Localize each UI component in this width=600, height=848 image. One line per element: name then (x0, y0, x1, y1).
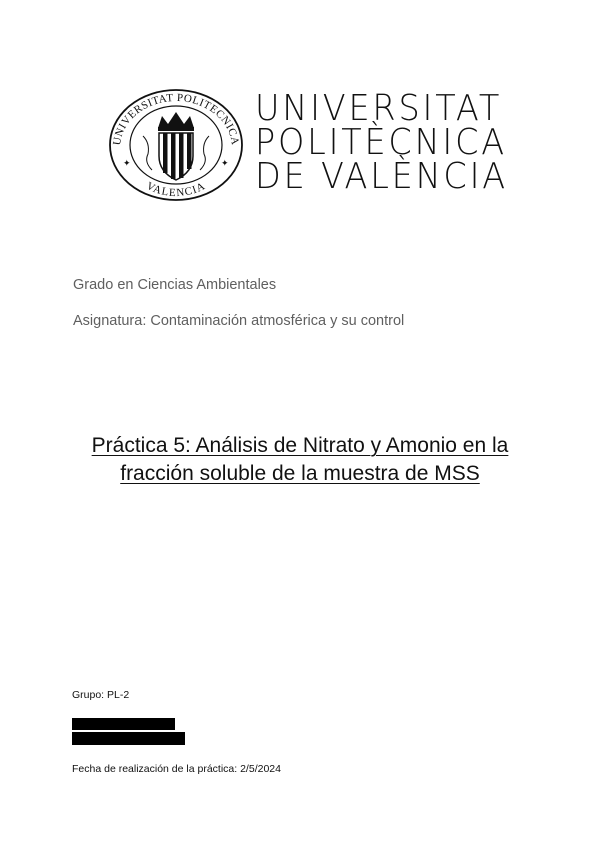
subject-label: Asignatura: Contaminación atmosférica y su control (73, 313, 405, 329)
title-line-1: Práctica 5: Análisis de Nitrato y Amonio en la (91, 434, 509, 457)
title-line-2: fracción soluble de la muestra de MSS (120, 462, 480, 485)
group-label: Grupo: PL-2 (72, 689, 130, 701)
svg-text:✦: ✦ (123, 158, 131, 168)
practice-date: Fecha de realización de la práctica: 2/5/2024 (72, 763, 281, 775)
university-seal-logo (108, 88, 244, 202)
university-wordmark (255, 88, 508, 197)
wordmark-line-3: DE VALÈNCIA (255, 156, 508, 197)
svg-text:UNIVERSITAT POLITECNICA: UNIVERSITAT POLITECNICA (110, 91, 242, 147)
degree-label: Grado en Ciencias Ambientales (73, 277, 277, 293)
document-title (40, 432, 560, 488)
redacted-name-1 (72, 718, 175, 730)
wordmark-line-2: POLITÈCNICA (255, 122, 507, 163)
svg-text:✦: ✦ (221, 158, 229, 168)
svg-text:VALENCIA: VALENCIA (144, 180, 208, 200)
redacted-name-2 (72, 732, 185, 745)
wordmark-line-1: UNIVERSITAT (255, 88, 503, 129)
